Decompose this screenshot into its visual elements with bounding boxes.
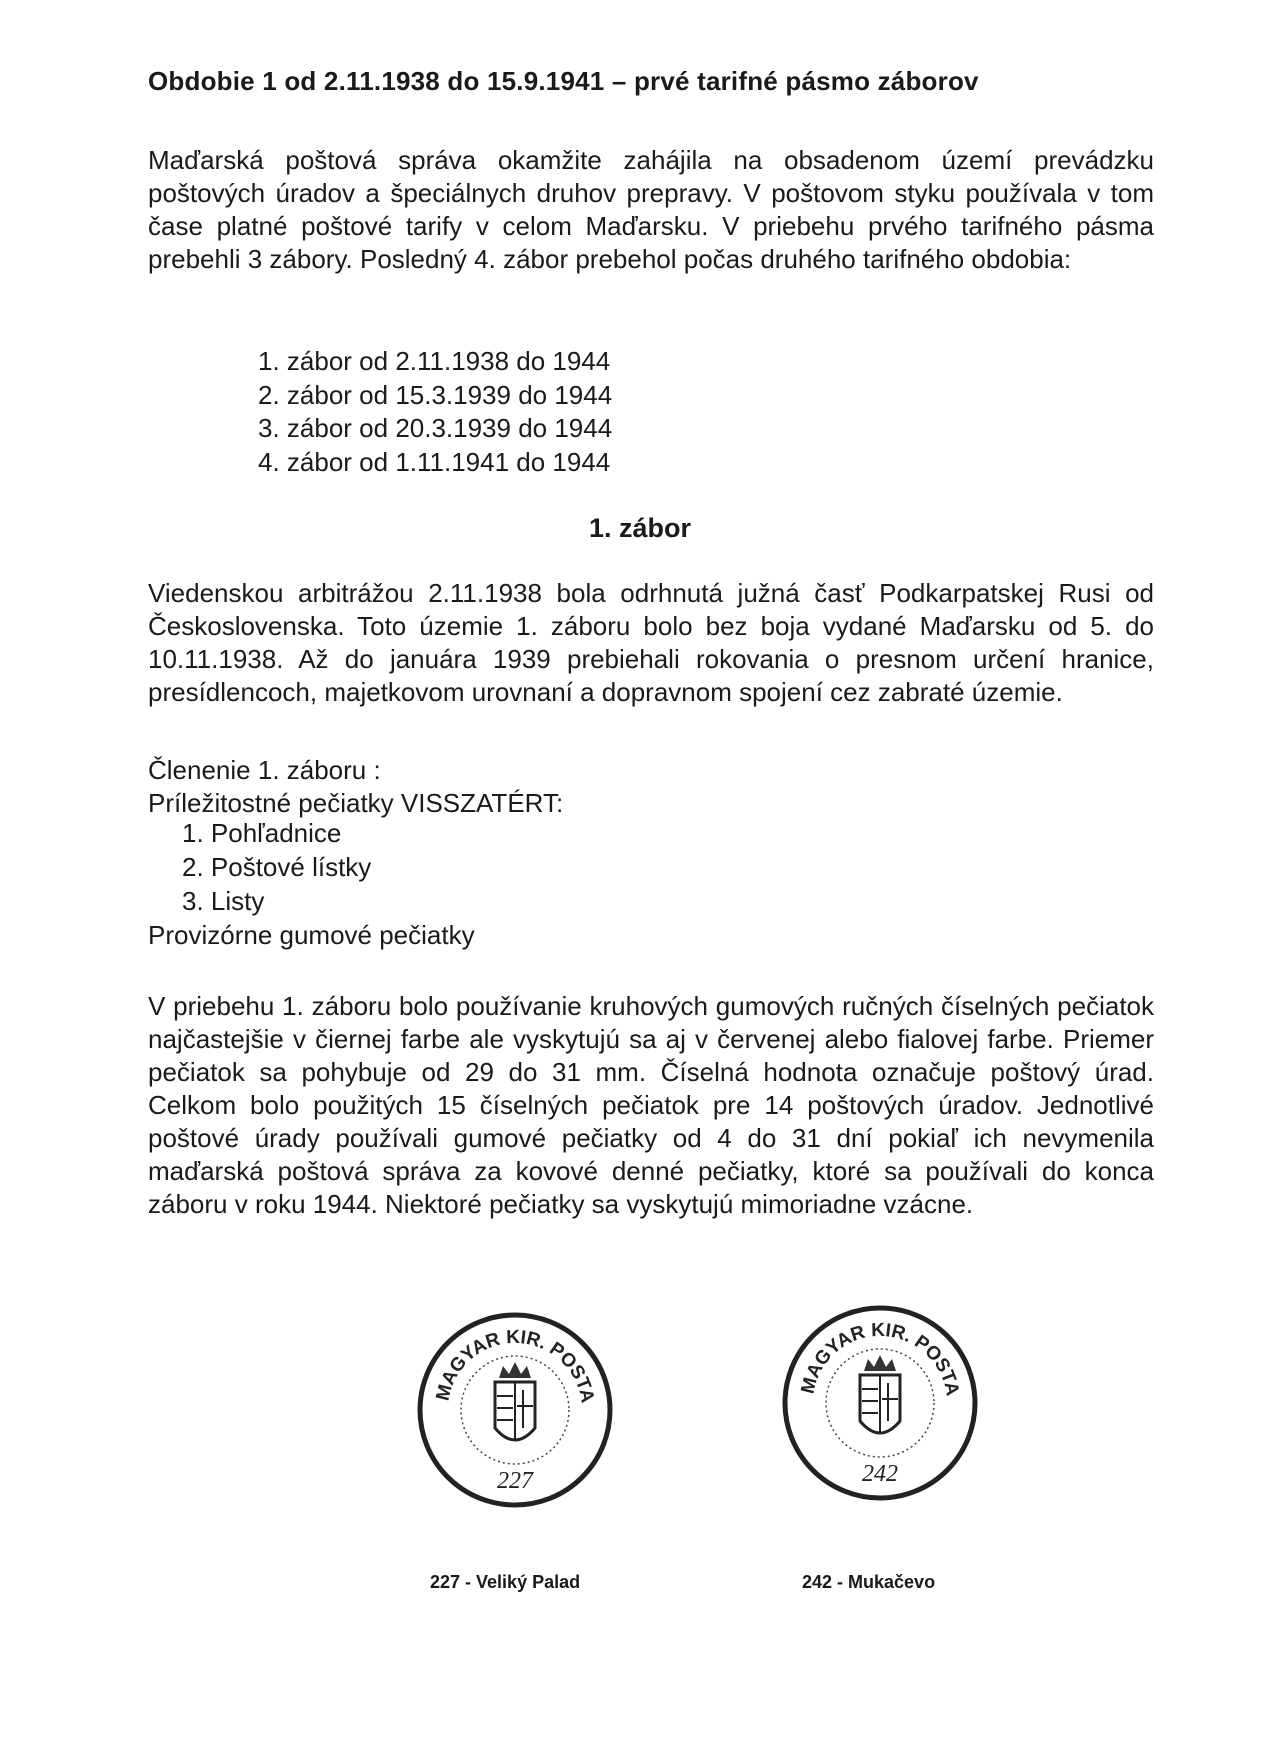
stamp-ring-text: MAGYAR KIR. POSTA bbox=[797, 1319, 963, 1398]
list-item: 1. zábor od 2.11.1938 do 1944 bbox=[258, 346, 611, 376]
postmark-stamp-227 bbox=[415, 1310, 615, 1510]
stamp-number: 227 bbox=[497, 1468, 533, 1494]
stamp-ring-text: MAGYAR KIR. POSTA bbox=[432, 1326, 598, 1405]
clenenie-label: Členenie 1. záboru : bbox=[148, 755, 381, 785]
provizorne-label: Provizórne gumové pečiatky bbox=[148, 920, 475, 950]
list-item: 3. zábor od 20.3.1939 do 1944 bbox=[258, 413, 613, 443]
section-heading: 1. zábor bbox=[588, 513, 692, 543]
list-item: 2. zábor od 15.3.1939 do 1944 bbox=[258, 379, 613, 410]
intro-paragraph: Maďarská poštová správa okamžite zahájila na obsadenom území prevádzku poštových úradov a špeciálnych druhov prepravy. V poštovom styku používala v tom čase platné poštové tarify v celom Maďarsku. V priebehu prvého tarifného pásma prebehli 3 zábory. Posledný 4. zábor prebehol počas druhého tarifného obdobia: bbox=[148, 145, 1154, 274]
stamp-number: 242 bbox=[862, 1461, 898, 1487]
list-item: 4. zábor od 1.11.1941 do 1944 bbox=[258, 446, 611, 477]
postmark-stamp-242 bbox=[780, 1303, 980, 1503]
list-item: 1. Pohľadnice bbox=[182, 818, 342, 848]
first-paragraph: Viedenskou arbitrážou 2.11.1938 bola odrhnutá južná časť Podkarpatskej Rusi od Československa. Toto územie 1. záboru bolo bez boja vydané Maďarsku od 5. do 10.11.1938. Až do januára 1939 prebiehali rokovania o presnom určení hranice, presídlencoch, majetkovom urovnaní a dopravnom spojení cez zabraté územie. bbox=[148, 578, 1154, 707]
coat-of-arms-icon bbox=[495, 1362, 535, 1440]
second-paragraph: V priebehu 1. záboru bolo používanie kruhových gumových ručných číselných pečiatok najčastejšie v čiernej farbe ale vyskytujú sa aj v červenej alebo fialovej farbe. Priemer pečiatok sa pohybuje od 29 do 31 mm. Číselná hodnota označuje poštový úrad. Celkom bolo použitých 15 číselných pečiatok pre 14 poštových úradov. Jednotlivé poštové úrady používali gumové pečiatky od 4 do 31 dní pokiaľ ich nevymenila maďarská poštová správa za kovové denné pečiatky, ktoré sa používali do konca záboru v roku 1944. Niektoré pečiatky sa vyskytujú mimoriadne vzácne. bbox=[148, 991, 1154, 1219]
list-item: 3. Listy bbox=[182, 886, 265, 916]
sub-list bbox=[182, 816, 371, 918]
stamp-caption-227: 227 - Veliký Palad bbox=[430, 1572, 581, 1592]
coat-of-arms-icon bbox=[860, 1355, 900, 1433]
stamp-caption-242: 242 - Mukačevo bbox=[802, 1572, 936, 1592]
zabor-list bbox=[258, 345, 612, 479]
page-heading: Obdobie 1 od 2.11.1938 do 15.9.1941 – prvé tarifné pásmo záborov bbox=[148, 66, 979, 96]
list-item: 2. Poštové lístky bbox=[182, 852, 372, 882]
prilezitostne-label: Príležitostné pečiatky VISSZATÉRT: bbox=[148, 788, 564, 818]
